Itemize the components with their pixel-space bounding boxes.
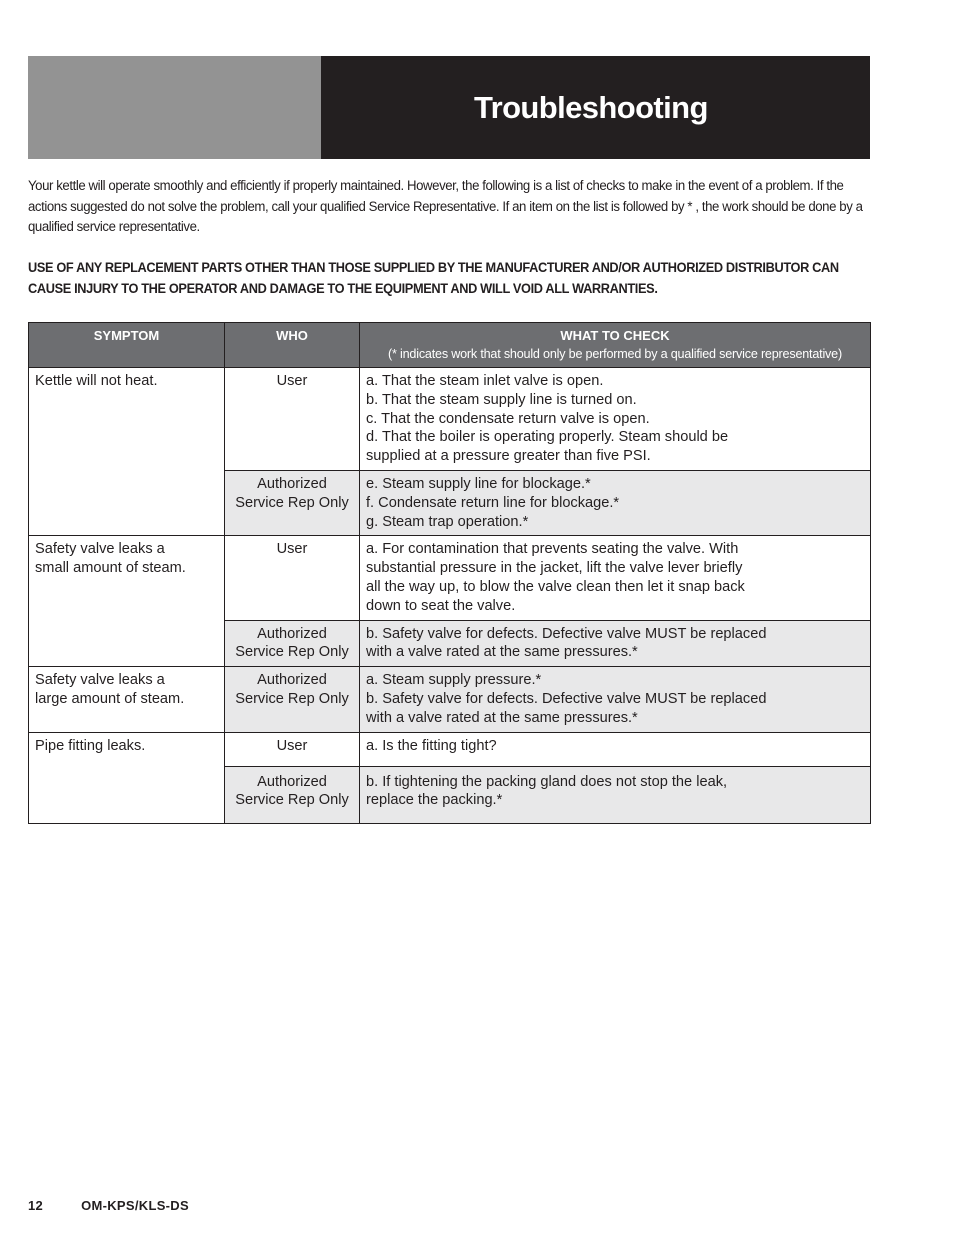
intro-paragraph: Your kettle will operate smoothly and efficiently if properly maintained. However, the following is a list of checks to make in the event of a problem. If the actions suggested do not solve the problem, call your qualified Service Representative. If an item on the list is followed by * , the work should be done by a qualified service representative. [28, 178, 863, 236]
who-cell [225, 766, 360, 823]
who-text: Service Rep Only [235, 644, 349, 661]
who-cell [225, 732, 360, 766]
check-text: b. That the steam supply line is turned on. [366, 391, 637, 408]
page-number: 12 [28, 1198, 44, 1213]
check-text: down to seat the valve. [366, 597, 516, 614]
warning-paragraph: USE OF ANY REPLACEMENT PARTS OTHER THAN THOSE SUPPLIED BY THE MANUFACTURER AND/OR AUTHORIZED DISTRIBUTOR CAN CAUSE INJURY TO THE OPERATOR AND DAMAGE TO THE EQUIPMENT AND WILL VOID ALL WARRANTIES. [28, 260, 839, 297]
header-what-label: WHAT TO CHECK [560, 328, 670, 343]
check-text: d. That the boiler is operating properly. Steam should be [366, 429, 729, 446]
check-text: a. Steam supply pressure.* [366, 672, 542, 689]
page-title: Troubleshooting [474, 90, 708, 125]
table-row [29, 732, 871, 766]
troubleshooting-table [28, 322, 871, 824]
check-text: supplied at a pressure greater than five PSI. [366, 448, 651, 465]
header-what-note: (* indicates work that should only be performed by a qualified service representative) [388, 347, 842, 361]
symptom-text: Kettle will not heat. [35, 373, 158, 389]
check-cell [360, 667, 871, 732]
symptom-cell [29, 536, 225, 667]
banner-gray-block [28, 56, 321, 159]
table-row [29, 667, 871, 732]
check-text: substantial pressure in the jacket, lift the valve lever briefly [366, 560, 743, 577]
check-cell [360, 732, 871, 766]
check-cell [360, 766, 871, 823]
document-code: OM-KPS/KLS-DS [81, 1198, 189, 1213]
who-cell [225, 470, 360, 535]
check-text: c. That the condensate return valve is open. [366, 410, 650, 427]
check-text: b. Safety valve for defects. Defective valve MUST be replaced [366, 690, 767, 707]
check-text: all the way up, to blow the valve clean then let it snap back [366, 578, 745, 595]
symptom-text: large amount of steam. [35, 690, 185, 707]
check-text: e. Steam supply line for blockage.* [366, 475, 591, 492]
check-text: with a valve rated at the same pressures.* [366, 644, 638, 661]
who-text: User [276, 541, 308, 558]
who-cell [225, 368, 360, 471]
table-header-row [29, 323, 871, 368]
table-row [29, 536, 871, 620]
check-text: replace the packing.* [366, 792, 503, 809]
check-text: a. For contamination that prevents seating the valve. With [366, 541, 739, 558]
who-text: Authorized [257, 773, 327, 790]
who-text: User [276, 373, 308, 389]
check-cell [360, 536, 871, 620]
check-cell [360, 470, 871, 535]
page-footer [28, 1198, 189, 1213]
who-cell [225, 667, 360, 732]
symptom-text: Safety valve leaks a [35, 541, 165, 558]
who-text: Authorized [257, 672, 327, 689]
header-symptom: SYMPTOM [29, 323, 225, 368]
header-what-to-check [360, 323, 871, 368]
symptom-cell [29, 732, 225, 823]
who-cell [225, 620, 360, 667]
header-who: WHO [225, 323, 360, 368]
check-text: g. Steam trap operation.* [366, 513, 529, 530]
symptom-text: Pipe fitting leaks. [35, 737, 146, 754]
who-text: User [276, 737, 308, 754]
check-text: b. If tightening the packing gland does not stop the leak, [366, 773, 728, 790]
check-text: a. That the steam inlet valve is open. [366, 373, 604, 389]
check-text: b. Safety valve for defects. Defective valve MUST be replaced [366, 625, 767, 642]
symptom-cell [29, 368, 225, 536]
who-text: Service Rep Only [235, 792, 349, 809]
who-cell [225, 536, 360, 620]
symptom-text: Safety valve leaks a [35, 672, 165, 689]
check-text: a. Is the fitting tight? [366, 737, 497, 754]
banner-dark-block [321, 56, 870, 159]
title-banner [28, 56, 870, 159]
check-text: f. Condensate return line for blockage.* [366, 494, 620, 511]
who-text: Authorized [257, 625, 327, 642]
check-cell [360, 368, 871, 471]
check-cell [360, 620, 871, 667]
symptom-text: small amount of steam. [35, 560, 186, 577]
check-text: with a valve rated at the same pressures.* [366, 709, 638, 726]
who-text: Authorized [257, 475, 327, 492]
symptom-cell [29, 667, 225, 732]
who-text: Service Rep Only [235, 494, 349, 511]
who-text: Service Rep Only [235, 690, 349, 707]
table-row [29, 368, 871, 471]
